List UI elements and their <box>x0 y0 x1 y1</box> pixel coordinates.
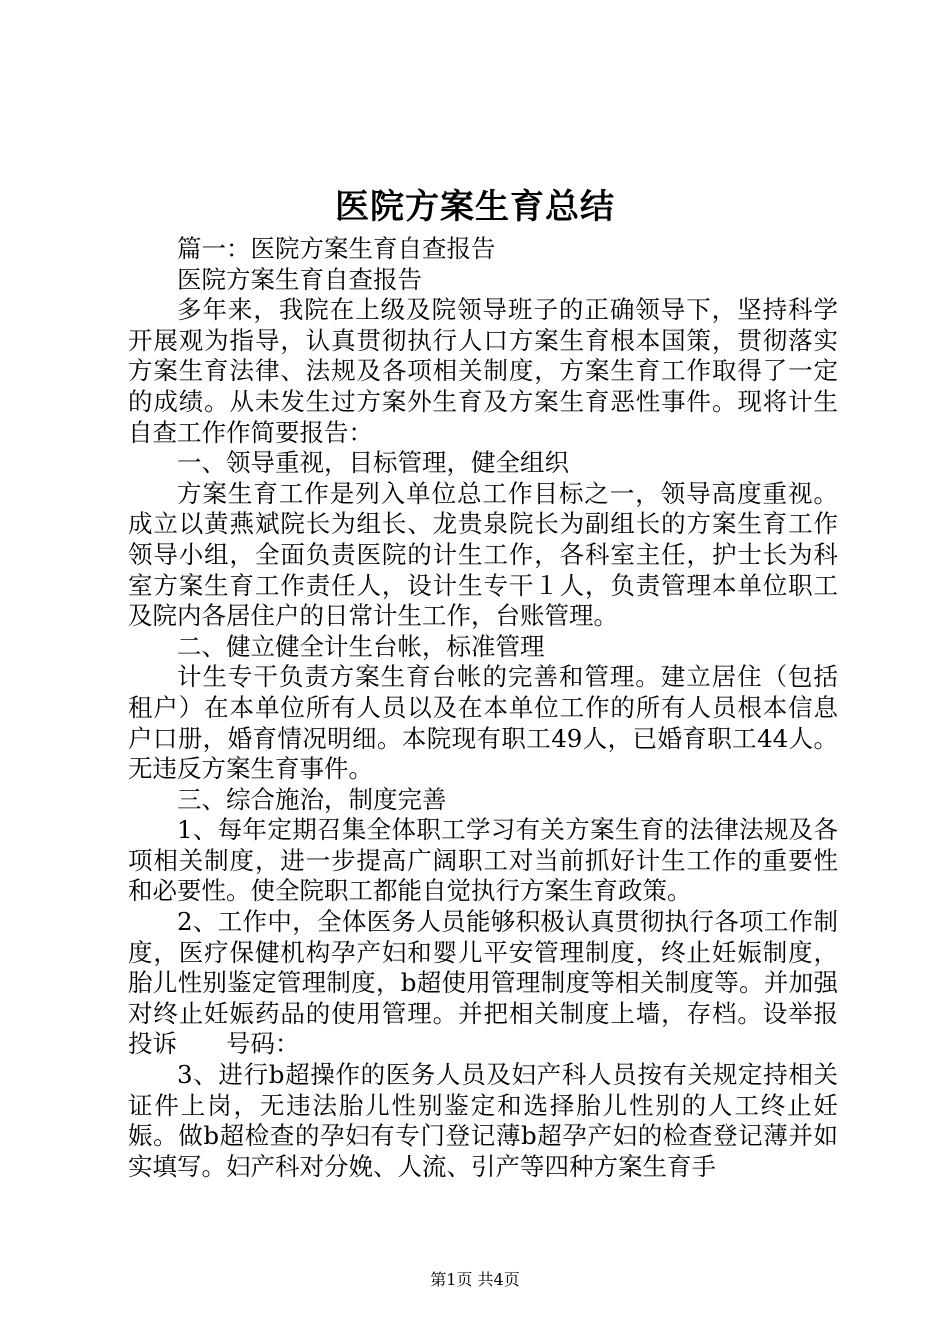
section-heading: 一、领导重视，目标管理，健全组织 <box>177 448 569 478</box>
body-paragraph: 多年来，我院在上级及院领导班子的正确领导下，坚持科学开展观为指导，认真贯彻执行人口方案生育根本国策，贯彻落实方案生育法律、法规及各项相关制度，方案生育工作取得了一定的成绩。从未发生过方案外生育及方案生育恶性事件。现将计生自查工作作简要报告： <box>128 295 838 447</box>
body-paragraph: 1、每年定期召集全体职工学习有关方案生育的法律法规及各项相关制度，进一步提高广阔职工对当前抓好计生工作的重要性和必要性。使全院职工都能自觉执行方案生育政策。 <box>128 815 838 906</box>
document-title: 医院方案生育总结 <box>335 187 615 227</box>
document-body <box>128 234 838 1182</box>
page-footer: 第1页 共4页 <box>430 1270 520 1289</box>
body-paragraph: 2、工作中，全体医务人员能够积极认真贯彻执行各项工作制度，医疗保健机构孕产妇和婴儿平安管理制度，终止妊娠制度，胎儿性别鉴定管理制度，b超使用管理制度等相关制度等。并加强对终止妊娠药品的使用管理。并把相关制度上墙，存档。设举报投诉 号码： <box>128 907 838 1059</box>
section-heading: 篇一：医院方案生育自查报告 <box>177 234 496 263</box>
body-paragraph: 方案生育工作是列入单位总工作目标之一，领导高度重视。成立以黄燕斌院长为组长、龙贵泉院长为副组长的方案生育工作领导小组，全面负责医院的计生工作，各科室主任，护士长为科室方案生育工作责任人，设计生专干１人，负责管理本单位职工及院内各居住户的日常计生工作，台账管理。 <box>128 478 838 631</box>
body-paragraph: 计生专干负责方案生育台帐的完善和管理。建立居住（包括租户）在本单位所有人员以及在本单位工作的所有人员根本信息户口册，婚育情况明细。本院现有职工49人，已婚育职工44人。无违反方案生育事件。 <box>128 662 838 784</box>
report-subtitle: 医院方案生育自查报告 <box>177 264 422 294</box>
body-paragraph: 3、进行b超操作的医务人员及妇产科人员按有关规定持相关证件上岗，无违法胎儿性别鉴定和选择胎儿性别的人工终止妊娠。做b超检查的孕妇有专门登记薄b超孕产妇的检查登记薄并如实填写。妇产科对分娩、人流、引产等四种方案生育手 <box>128 1060 838 1181</box>
section-heading: 二、健立健全计生台帐，标准管理 <box>177 631 545 661</box>
section-heading: 三、综合施治，制度完善 <box>177 784 447 814</box>
